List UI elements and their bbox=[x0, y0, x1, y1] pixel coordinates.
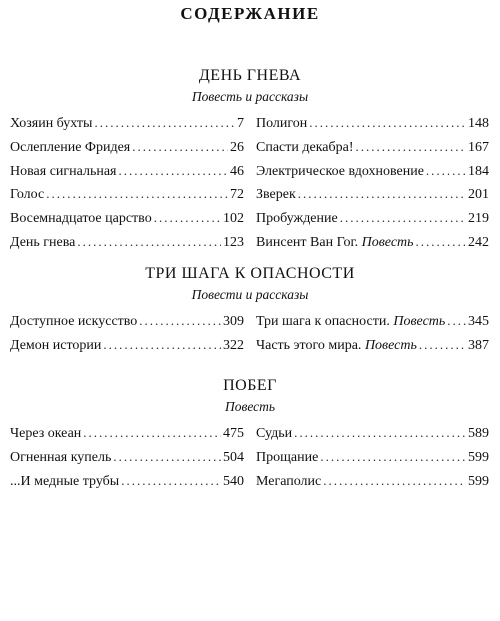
toc-column-right bbox=[256, 421, 489, 492]
toc-entry-page: 148 bbox=[468, 116, 489, 131]
toc-column-right bbox=[256, 111, 489, 254]
toc-entry-genre: Повесть bbox=[393, 314, 446, 329]
leader-dots bbox=[118, 159, 228, 183]
toc-entry bbox=[10, 469, 244, 493]
leader-dots bbox=[103, 333, 221, 357]
toc-entry bbox=[256, 159, 489, 183]
toc-entry-page: 167 bbox=[468, 139, 489, 155]
toc-entry bbox=[256, 182, 489, 206]
section-subtitle: Повесть и рассказы bbox=[191, 89, 309, 104]
leader-dots bbox=[46, 182, 228, 206]
toc-entry-title: Электрическое вдохновение bbox=[256, 163, 424, 179]
toc-entry-genre: Повесть bbox=[361, 234, 414, 250]
toc-entry-page: 7 bbox=[237, 116, 244, 131]
toc-entry-title: Демон истории bbox=[10, 337, 102, 353]
leader-dots bbox=[447, 309, 466, 333]
toc-entry-page: 387 bbox=[468, 337, 489, 353]
leader-dots bbox=[356, 135, 466, 159]
toc-entry-page: 475 bbox=[223, 426, 244, 441]
leader-dots bbox=[340, 206, 466, 230]
leader-dots bbox=[416, 230, 466, 254]
leader-dots bbox=[132, 135, 228, 159]
toc-entry bbox=[256, 469, 489, 493]
leader-dots bbox=[113, 445, 221, 469]
section-title: ТРИ ШАГА К ОПАСНОСТИ bbox=[145, 265, 355, 282]
section-escape bbox=[0, 376, 500, 621]
toc-entry-page: 46 bbox=[230, 163, 244, 179]
toc-entry-page: 504 bbox=[223, 449, 244, 465]
toc-entry bbox=[10, 230, 244, 254]
toc-entry-title: Зверек bbox=[256, 187, 296, 203]
page-title: СОДЕРЖАНИЕ bbox=[180, 4, 320, 23]
toc-entry-page: 184 bbox=[468, 163, 489, 179]
toc-entry-title: ...И медные трубы bbox=[10, 473, 120, 489]
leader-dots bbox=[320, 445, 466, 469]
toc-entry-page: 589 bbox=[468, 426, 489, 441]
toc-column-left bbox=[10, 111, 244, 254]
leader-dots bbox=[83, 421, 221, 445]
toc-entry bbox=[256, 206, 489, 230]
toc-entry-page: 242 bbox=[468, 234, 489, 250]
toc-entry-page: 309 bbox=[223, 314, 244, 329]
toc-entry-page: 599 bbox=[468, 473, 489, 489]
toc-entry bbox=[10, 421, 244, 445]
leader-dots bbox=[121, 469, 221, 493]
leader-dots bbox=[294, 421, 466, 445]
toc-entry-title: Прощание bbox=[256, 449, 319, 465]
toc-entry-title: Восемнадцатое царство bbox=[10, 211, 152, 227]
toc-columns bbox=[0, 421, 500, 621]
toc-entry bbox=[10, 135, 244, 159]
toc-entry-title: Три шага к опасности. Повесть bbox=[256, 314, 446, 329]
toc-entry-page: 72 bbox=[230, 187, 244, 203]
leader-dots bbox=[139, 309, 221, 333]
toc-entry-page: 599 bbox=[468, 449, 489, 465]
leader-dots bbox=[94, 111, 235, 135]
toc-entry-title: Часть этого мира. Повесть bbox=[256, 337, 417, 353]
toc-entry-title: Спасти декабра! bbox=[256, 139, 354, 155]
section-title: ПОБЕГ bbox=[223, 377, 277, 394]
toc-entry-page: 322 bbox=[223, 337, 244, 353]
toc-entry-page: 219 bbox=[468, 211, 489, 227]
toc-entry-page: 123 bbox=[223, 234, 244, 250]
toc-entry bbox=[256, 309, 489, 333]
toc-entry-title: Полигон bbox=[256, 116, 308, 131]
toc-entry-title: Пробуждение bbox=[256, 211, 338, 227]
toc-entry-page: 540 bbox=[223, 473, 244, 489]
leader-dots bbox=[298, 182, 466, 206]
toc-entry bbox=[256, 230, 489, 254]
toc-entry-title: Голос bbox=[10, 187, 45, 203]
toc-entry bbox=[10, 333, 244, 357]
toc-entry bbox=[10, 111, 244, 135]
toc-entry-title: Мегаполис bbox=[256, 473, 322, 489]
toc-entry bbox=[10, 206, 244, 230]
toc-entry bbox=[256, 445, 489, 469]
toc-entry bbox=[10, 182, 244, 206]
toc-entry bbox=[256, 111, 489, 135]
toc-entry-title: Огненная купель bbox=[10, 449, 112, 465]
toc-column-left bbox=[10, 309, 244, 357]
toc-entry bbox=[10, 159, 244, 183]
toc-entry-page: 26 bbox=[230, 139, 244, 155]
toc-entry-title: Доступное искусство bbox=[10, 314, 138, 329]
toc-entry-title: Судьи bbox=[256, 426, 293, 441]
toc-entry bbox=[10, 309, 244, 333]
leader-dots bbox=[154, 206, 221, 230]
toc-entry-page: 345 bbox=[468, 314, 489, 329]
toc-column-right bbox=[256, 309, 489, 357]
toc-entry-title: Ослепление Фридея bbox=[10, 139, 131, 155]
leader-dots bbox=[426, 159, 466, 183]
toc-entry-title: Хозяин бухты bbox=[10, 116, 93, 131]
leader-dots bbox=[77, 230, 221, 254]
toc-entry-genre: Повесть bbox=[364, 337, 417, 353]
toc-entry bbox=[256, 421, 489, 445]
leader-dots bbox=[419, 333, 466, 357]
section-subtitle: Повести и рассказы bbox=[191, 287, 309, 302]
toc-entry bbox=[10, 445, 244, 469]
toc-entry bbox=[256, 135, 489, 159]
toc-column-left bbox=[10, 421, 244, 492]
toc-entry-title: Винсент Ван Гог. Повесть bbox=[256, 234, 414, 250]
toc-entry-title: День гнева bbox=[10, 234, 76, 250]
toc-entry bbox=[256, 333, 489, 357]
leader-dots bbox=[309, 111, 466, 135]
leader-dots bbox=[323, 469, 466, 493]
toc-entry-page: 201 bbox=[468, 187, 489, 203]
section-subtitle: Повесть bbox=[224, 399, 276, 414]
toc-entry-page: 102 bbox=[223, 211, 244, 227]
toc-entry-title: Новая сигнальная bbox=[10, 163, 117, 179]
toc-entry-title: Через океан bbox=[10, 426, 82, 441]
section-title: ДЕНЬ ГНЕВА bbox=[198, 67, 302, 84]
